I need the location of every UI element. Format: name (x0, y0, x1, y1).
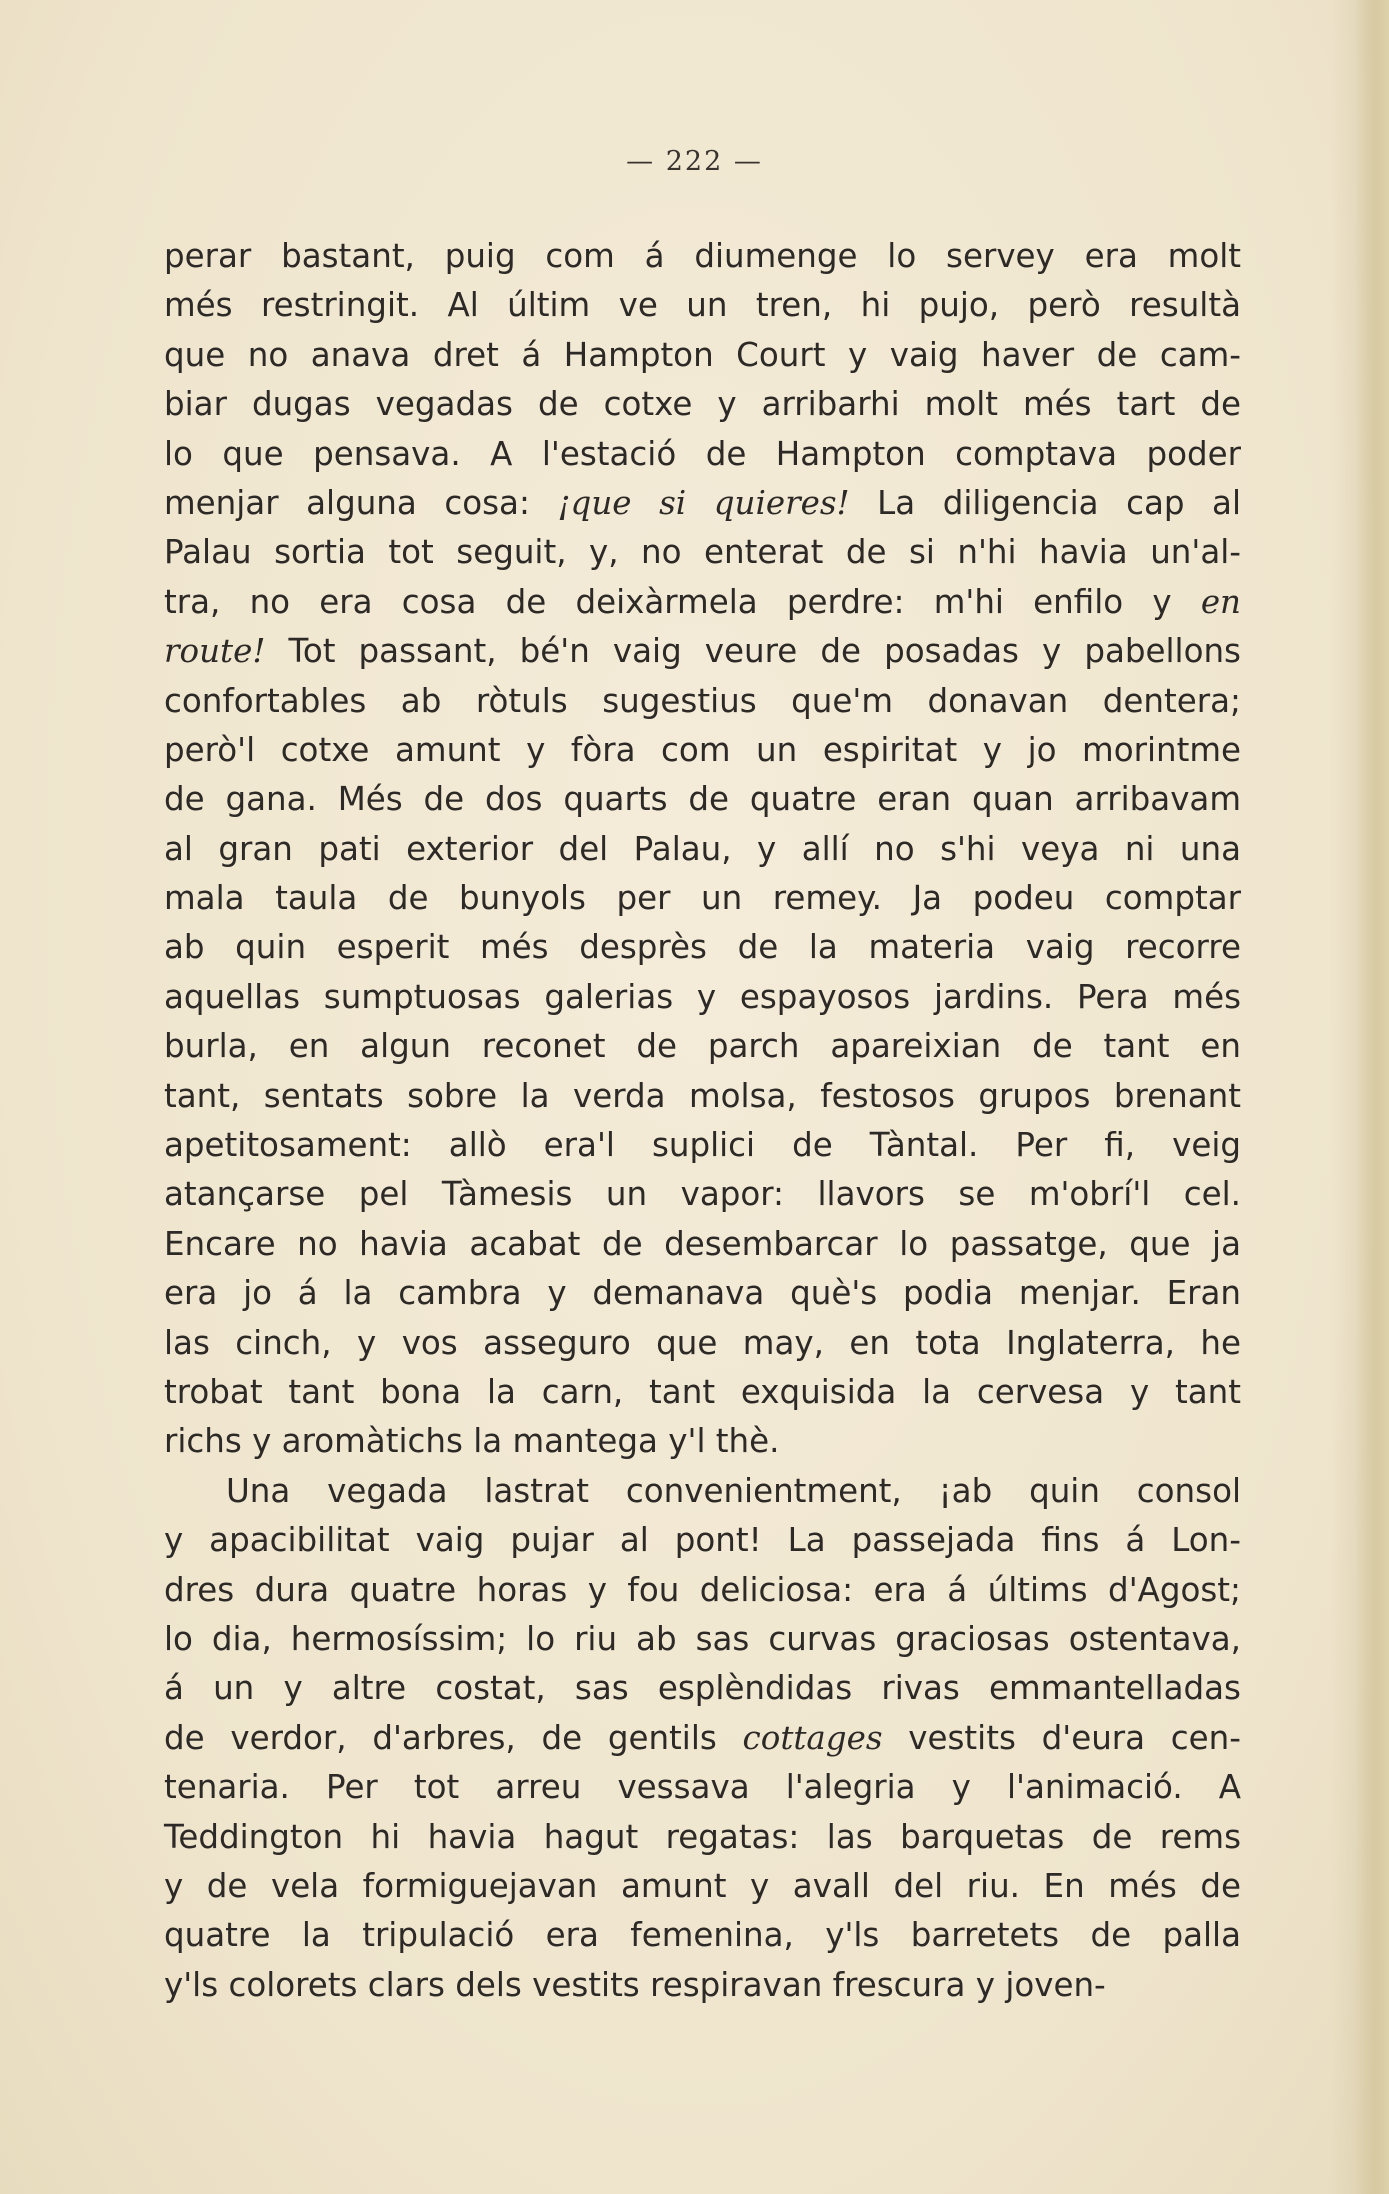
body-text (164, 232, 1241, 2010)
text-line (164, 1417, 1241, 1466)
text-segment: menjar alguna cosa: (164, 483, 558, 522)
text-segment: richs y aromàtichs la mantega y'l thè. (164, 1422, 780, 1461)
text-line (164, 1319, 1241, 1368)
text-segment: quatre la tripulació era femenina, y'ls barretets de palla (164, 1916, 1241, 1955)
text-line (164, 627, 1241, 676)
text-segment: La diligencia cap al (849, 483, 1242, 522)
text-line (164, 1220, 1241, 1269)
text-line (164, 1615, 1241, 1664)
text-line (164, 677, 1241, 726)
text-line (164, 1763, 1241, 1812)
text-segment: y'ls colorets clars dels vestits respiravan frescura y joven- (164, 1965, 1106, 2004)
text-line (164, 1368, 1241, 1417)
text-segment: Tot passant, bé'n vaig veure de posadas y pabellons (265, 632, 1241, 671)
text-line (164, 1022, 1241, 1071)
text-segment: mala taula de bunyols per un remey. Ja podeu comptar (164, 879, 1241, 918)
text-line (164, 874, 1241, 923)
italic-text: ¡que si quieres! (557, 483, 850, 522)
text-segment: era jo á la cambra y demanava què's podia menjar. Eran (164, 1274, 1241, 1313)
text-segment: ab quin esperit més desprès de la materia vaig recorre (164, 928, 1241, 967)
text-line (164, 1269, 1241, 1318)
text-line (164, 578, 1241, 627)
page-number: — 222 — (626, 146, 763, 177)
text-segment: però'l cotxe amunt y fòra com un espiritat y jo morintme (164, 730, 1241, 769)
text-segment: y apacibilitat vaig pujar al pont! La passejada fins á Lon- (164, 1521, 1241, 1560)
text-segment: perar bastant, puig com á diumenge lo servey era molt (164, 237, 1241, 275)
text-line (164, 232, 1241, 281)
text-segment: á un y altre costat, sas esplèndidas rivas emmantelladas (164, 1669, 1241, 1708)
text-line (164, 1516, 1241, 1565)
text-segment: biar dugas vegadas de cotxe y arribarhi molt més tart de (164, 385, 1241, 424)
text-line (164, 1664, 1241, 1713)
text-segment: més restringit. Al últim ve un tren, hi pujo, però resultà (164, 286, 1241, 325)
text-line (164, 726, 1241, 775)
text-segment: tenaria. Per tot arreu vessava l'alegria y l'animació. A (164, 1768, 1241, 1807)
text-line (164, 1911, 1241, 1960)
text-line (164, 1862, 1241, 1911)
text-segment: tant, sentats sobre la verda molsa, festosos grupos brenant (164, 1076, 1241, 1115)
text-line (164, 430, 1241, 479)
text-line (164, 973, 1241, 1022)
text-segment: de gana. Més de dos quarts de quatre eran quan arribavam (164, 780, 1241, 819)
text-segment: lo que pensava. A l'estació de Hampton comptava poder (164, 434, 1241, 473)
text-segment: aquellas sumptuosas galerias y espayosos jardins. Pera més (164, 977, 1241, 1016)
page-edge (1355, 0, 1389, 2194)
text-segment: Palau sortia tot seguit, y, no enterat de si n'hi havia un'al- (164, 533, 1241, 572)
text-segment: al gran pati exterior del Palau, y allí no s'hi veya ni una (164, 829, 1241, 868)
text-line (164, 1467, 1241, 1516)
text-segment: apetitosament: allò era'l suplici de Tàntal. Per fi, veig (164, 1126, 1241, 1165)
text-segment: que no anava dret á Hampton Court y vaig haver de cam- (164, 335, 1241, 374)
text-line (164, 1121, 1241, 1170)
text-segment: confortables ab ròtuls sugestius que'm donavan dentera; (164, 681, 1241, 720)
text-segment: trobat tant bona la carn, tant exquisida la cervesa y tant (164, 1372, 1241, 1411)
text-line (164, 1566, 1241, 1615)
text-segment: y de vela formiguejavan amunt y avall del riu. En més de (164, 1866, 1241, 1905)
text-segment: Una vegada lastrat convenientment, ¡ab quin consol (226, 1471, 1241, 1510)
text-segment: de verdor, d'arbres, de gentils (164, 1718, 743, 1757)
italic-text: en (1200, 582, 1241, 621)
text-segment: burla, en algun reconet de parch apareixian de tant en (164, 1027, 1241, 1066)
text-line (164, 923, 1241, 972)
text-segment: lo dia, hermosíssim; lo riu ab sas curvas graciosas ostentava, (164, 1619, 1241, 1658)
text-line (164, 281, 1241, 330)
text-segment: atançarse pel Tàmesis un vapor: llavors se m'obrí'l cel. (164, 1175, 1241, 1214)
text-segment: dres dura quatre horas y fou deliciosa: era á últims d'Agost; (164, 1570, 1241, 1609)
text-segment: tra, no era cosa de deixàrmela perdre: m'hi enfilo y (164, 582, 1201, 621)
text-line (164, 825, 1241, 874)
text-line (164, 1961, 1241, 2010)
text-line (164, 775, 1241, 824)
text-segment: las cinch, y vos asseguro que may, en tota Inglaterra, he (164, 1323, 1241, 1362)
text-line (164, 1170, 1241, 1219)
text-line (164, 479, 1241, 528)
text-segment: Teddington hi havia hagut regatas: las barquetas de rems (164, 1817, 1241, 1856)
italic-text: cottages (742, 1718, 883, 1757)
text-segment: Encare no havia acabat de desembarcar lo passatge, que ja (164, 1224, 1241, 1263)
text-line (164, 1714, 1241, 1763)
text-line (164, 1813, 1241, 1862)
text-line (164, 380, 1241, 429)
text-line (164, 331, 1241, 380)
text-line (164, 1072, 1241, 1121)
text-segment: vestits d'eura cen- (882, 1718, 1241, 1757)
text-line (164, 528, 1241, 577)
italic-text: route! (164, 632, 266, 671)
